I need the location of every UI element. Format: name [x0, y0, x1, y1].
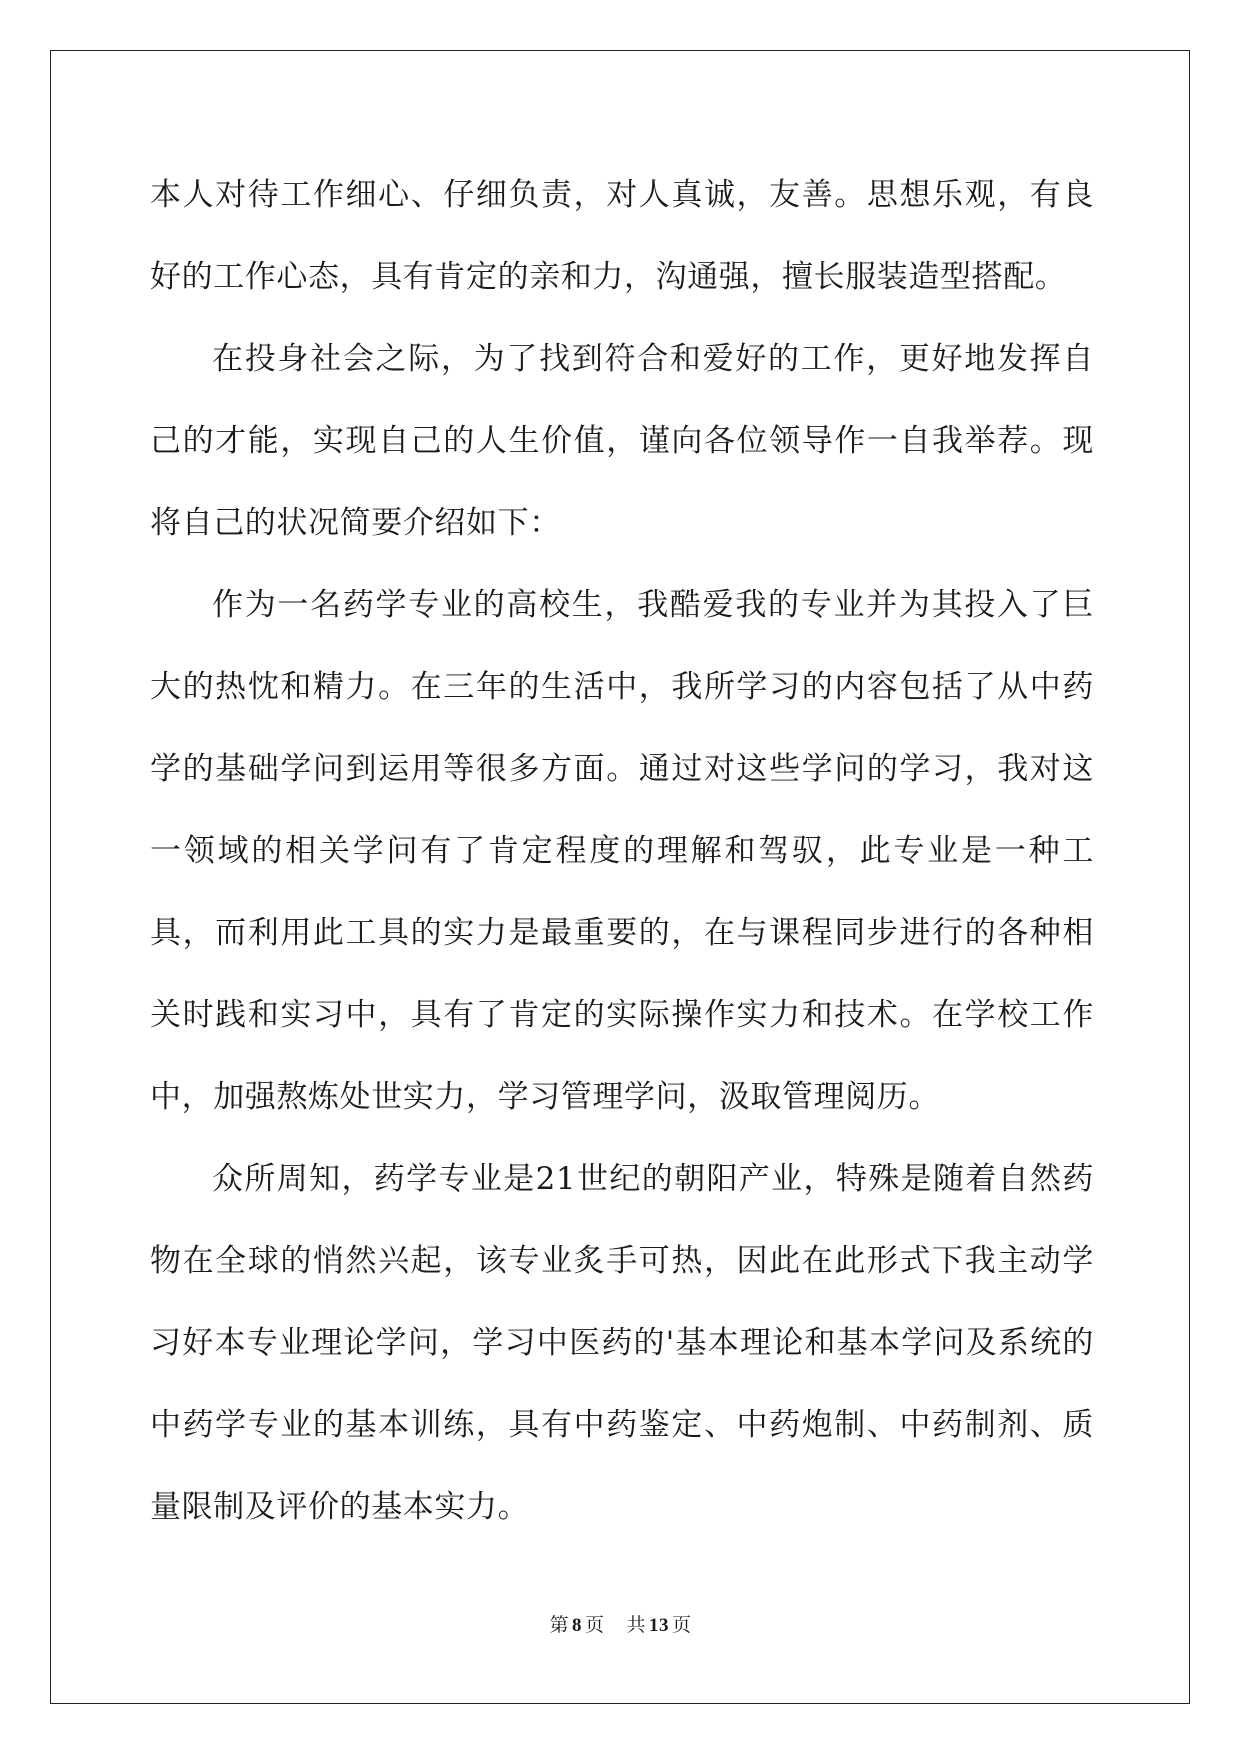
current-page-number: 8 [571, 1615, 582, 1636]
paragraph-3: 作为一名药学专业的高校生，我酷爱我的专业并为其投入了巨大的热忱和精力。在三年的生活中，我所学习的内容包括了从中药学的基础学问到运用等很多方面。通过对这些学问的学习，我对这一领域的相关学问有了肯定程度的理解和驾驭，此专业是一种工具，而利用此工具的实力是最重要的，在与课程同步进行的各种相关时践和实习中，具有了肯定的实际操作实力和技术。在学校工作中，加强熬炼处世实力，学习管理学问，汲取管理阅历。 [150, 587, 1094, 1115]
paragraph-4: 众所周知，药学专业是21世纪的朝阳产业，特殊是随着自然药物在全球的悄然兴起，该专业炙手可热，因此在此形式下我主动学习好本专业理论学问，学习中医药的'基本理论和基本学问及系统的中药学专业的基本训练，具有中药鉴定、中药炮制、中药制剂、质量限制及评价的基本实力。 [150, 1161, 1094, 1525]
total-prefix: 共 [626, 1615, 647, 1636]
paragraph-2: 在投身社会之际，为了找到符合和爱好的工作，更好地发挥自己的才能，实现自己的人生价值，谨向各位领导作一自我举荐。现将自己的状况简要介绍如下： [150, 341, 1094, 541]
document-body [150, 154, 1094, 1548]
paragraph-1: 本人对待工作细心、仔细负责，对人真诚，友善。思想乐观，有良好的工作心态，具有肯定的亲和力，沟通强，擅长服装造型搭配。 [150, 177, 1094, 295]
page-footer [0, 1610, 1241, 1637]
total-page-number: 13 [649, 1615, 670, 1636]
page-suffix: 页 [584, 1615, 605, 1636]
page-prefix: 第 [549, 1615, 569, 1636]
total-suffix: 页 [672, 1615, 692, 1636]
